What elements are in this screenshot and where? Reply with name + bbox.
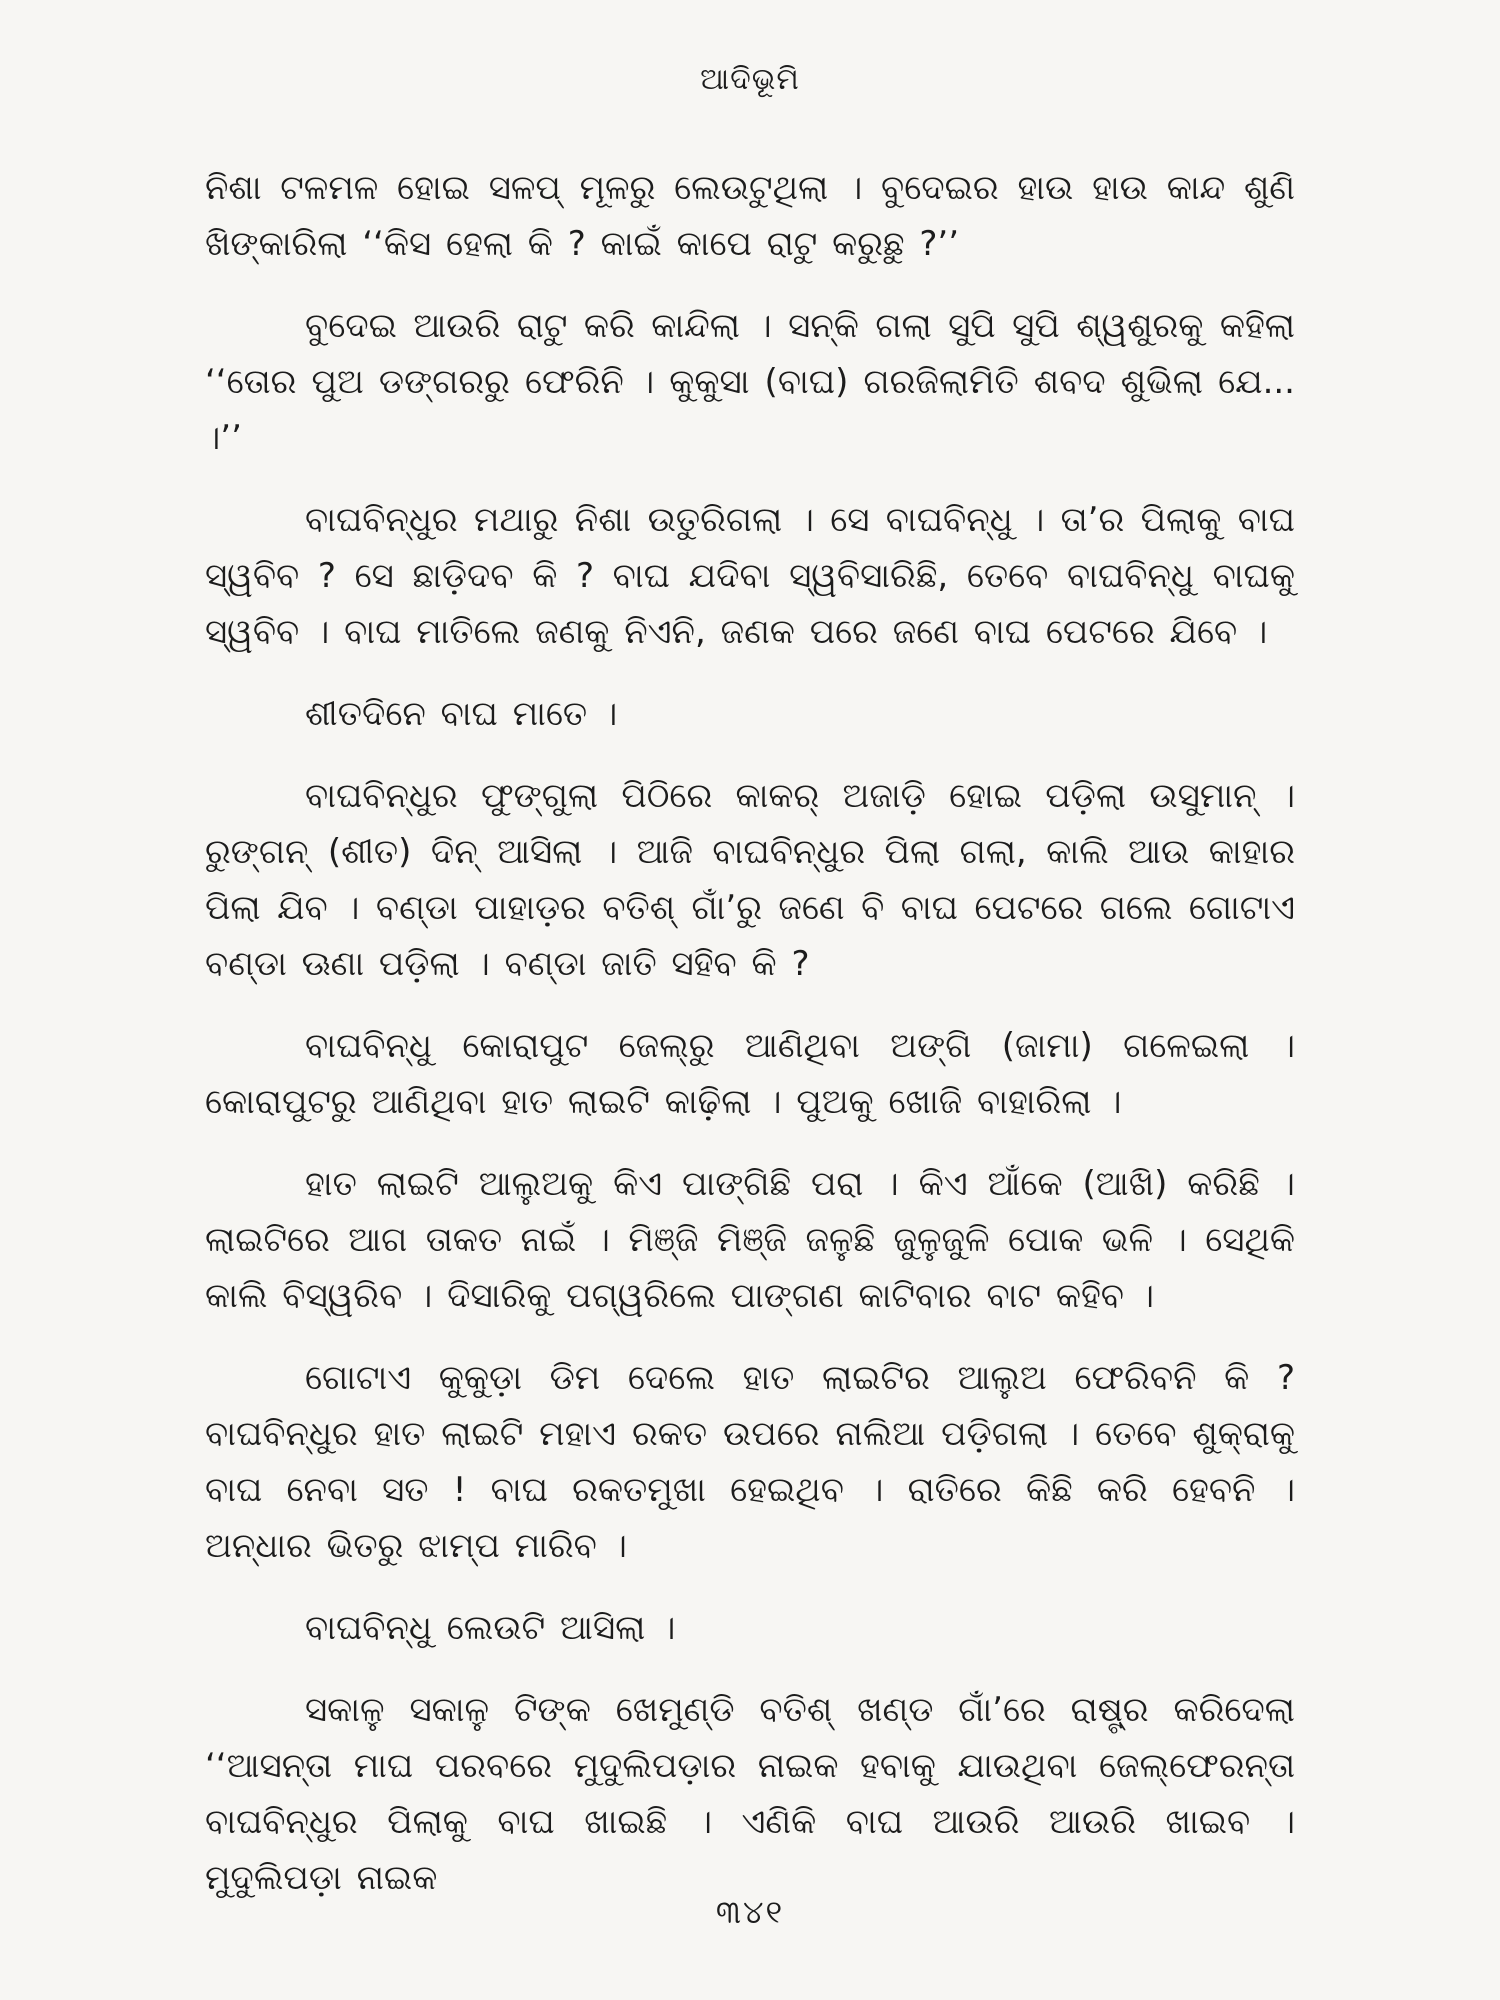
paragraph-1: ନିଶା ଟଳମଳ ହୋଇ ସଳପ୍ ମୂଳରୁ ଲେଉଟୁଥିଲା । ବୁଦେଇର ହାଉ ହାଉ କାନ୍ଦ ଶୁଣି ଖିଙ୍କାରିଲା ‘‘କିସ ହେଲା କି ? କାଇଁ କାପେ ରାଟୁ କରୁଛୁ ?’’ [205,168,1295,264]
paragraph-9: ବାଘବିନ୍ଧୁ ଲେଉଟି ଆସିଲା । [305,1608,676,1648]
page-number: ୩୪୧ [715,1893,785,1931]
paragraph-3: ବାଘବିନ୍ଧୁର ମଥାରୁ ନିଶା ଉତୁରିଗଲା । ସେ ବାଘବିନ୍ଧୁ । ତା’ର ପିଲାକୁ ବାଘ ସ୍ୱବିବ ? ସେ ଛାଡ଼ିଦବ କି ? ବାଘ ଯଦିବା ସ୍ୱବିସାରିଛି, ତେବେ ବାଘବିନ୍ଧୁ ବାଘକୁ ସ୍ୱବିବ । ବାଘ ମାତିଲେ ଜଣକୁ ନିଏନି, ଜଣକ ପରେ ଜଣେ ବାଘ ପେଟରେ ଯିବେ । [205,500,1295,652]
paragraph-5: ବାଘବିନ୍ଧୁର ଫୁଙ୍ଗୁଲା ପିଠିରେ କାକର୍ ଅଜାଡ଼ି ହୋଇ ପଡ଼ିଲା ଉସୁମାନ୍ । ରୁଙ୍ଗନ୍ (ଶୀତ) ଦିନ୍ ଆସିଲା । ଆଜି ବାଘବିନ୍ଧୁର ପିଲା ଗଲା, କାଲି ଆଉ କାହାର ପିଲା ଯିବ । ବଣ୍ଡା ପାହାଡ଼ର ବତିଶ୍ ଗାଁ’ରୁ ଜଣେ ବି ବାଘ ପେଟରେ ଗଲେ ଗୋଟାଏ ବଣ୍ଡା ଊଣା ପଡ଼ିଲା । ବଣ୍ଡା ଜାତି ସହିବ କି ? [205,776,1295,984]
paragraph-2: ବୁଦେଇ ଆଉରି ରାଟୁ କରି କାନ୍ଦିଲା । ସନ୍‌କି ଗଲା ସୁପି ସୁପି ଶ୍ୱଶୁରକୁ କହିଲା ‘‘ତୋର ପୁଅ ଡଙ୍ଗରରୁ ଫେରିନି । କୁକୁସା (ବାଘ) ଗରଜିଲାମିତି ଶବଦ ଶୁଭିଲା ଯେ... ।’’ [205,306,1295,458]
paragraph-7: ହାତ ଲାଇଟି ଆଲୁଅକୁ କିଏ ପାଙ୍ଗିଛି ପରା । କିଏ ଆଁକେ (ଆଖି) କରିଛି । ଲାଇଟିରେ ଆଗ ତାକତ ନାଇଁ । ମିଞ୍ଜି ମିଞ୍ଜି ଜଳୁଛି ଜୁଳୁଜୁଳି ପୋକ ଭଳି । ସେଥିକି କାଲି ବିସ୍ୱରିବ । ଦିସାରିକୁ ପଗ୍ୱରିଲେ ପାଙ୍ଗଣ କାଟିବାର ବାଟ କହିବ । [205,1164,1295,1316]
body-text [205,160,1295,1898]
paragraph-10: ସକାଳୁ ସକାଳୁ ଟିଙ୍କ ଖେମୁଣ୍ଡି ବତିଶ୍ ଖଣ୍ଡ ଗାଁ’ରେ ରାଷ୍ଟ୍ର କରିଦେଲା ‘‘ଆସନ୍ତା ମାଘ ପରବରେ ମୁଦୁଲିପଡ଼ାର ନାଇକ ହବାକୁ ଯାଉଥିବା ଜେଲ୍‌ଫେରନ୍ତା ବାଘବିନ୍ଧୁର ପିଲାକୁ ବାଘ ଖାଇଛି । ଏଣିକି ବାଘ ଆଉରି ଆଉରି ଖାଇବ । ମୁଦୁଲିପଡ଼ା ନାଇକ [205,1690,1295,1898]
paragraph-6: ବାଘବିନ୍ଧୁ କୋରାପୁଟ ଜେଲ୍‌ରୁ ଆଣିଥିବା ଅଙ୍ଗି (ଜାମା) ଗଳେଇଲା । କୋରାପୁଟରୁ ଆଣିଥିବା ହାତ ଲାଇଟି କାଢ଼ିଲା । ପୁଅକୁ ଖୋଜି ବାହାରିଲା । [205,1026,1295,1122]
paragraph-8: ଗୋଟାଏ କୁକୁଡ଼ା ଡିମ ଦେଲେ ହାତ ଲାଇଟିର ଆଲୁଅ ଫେରିବନି କି ? ବାଘବିନ୍ଧୁର ହାତ ଲାଇଟି ମହାଏ ରକତ ଉପରେ ନାଲିଆ ପଡ଼ିଗଲା । ତେବେ ଶୁକ୍ରାକୁ ବାଘ ନେବା ସତ ! ବାଘ ରକତମୁଖା ହେଇଥିବ । ରାତିରେ କିଛି କରି ହେବନି । ଅନ୍ଧାର ଭିତରୁ ଝାମ୍ପ ମାରିବ । [205,1358,1295,1566]
paragraph-4: ଶୀତଦିନେ ବାଘ ମାତେ । [305,694,618,734]
running-header: ଆଦିଭୂମି [700,62,800,97]
